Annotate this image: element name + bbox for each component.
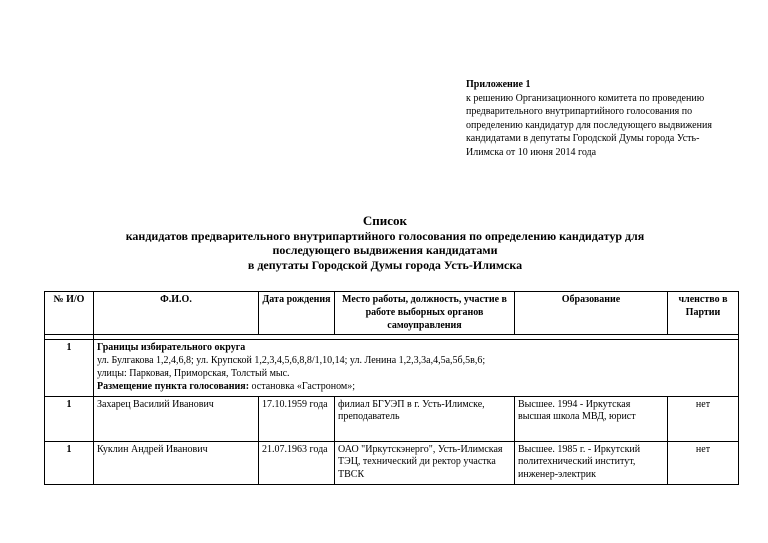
row-work: филиал БГУЭП в г. Усть-Илимске, преподаватель (335, 396, 515, 441)
row-num: 1 (45, 441, 94, 484)
row-fio: Захарец Василий Иванович (94, 396, 259, 441)
appendix-text: к решению Организационного комитета по проведению предварительного внутрипартийного голосования по определению кандидатур для последующего выдвижения кандидатами в депутаты Городской Думы города Усть-Илимска от 10 июня 2014 года (466, 92, 712, 158)
district-streets-2: улицы: Парковая, Приморская, Толстый мыс. (97, 367, 290, 379)
title-line-1: Список (362, 213, 408, 228)
title-line-2: кандидатов предварительного внутрипартийного голосования по определению кандидатур для (125, 228, 645, 243)
appendix-block (466, 78, 716, 159)
header-fio: Ф.И.О. (94, 292, 259, 335)
district-title: Границы избирательного округа (97, 342, 246, 354)
row-dob: 17.10.1959 года (259, 396, 335, 441)
table-header-row (45, 292, 739, 335)
title-line-4: в депутаты Городской Думы города Усть-Илимска (247, 257, 523, 272)
polling-station (97, 381, 735, 394)
table-row (45, 396, 739, 441)
document-title (60, 214, 710, 272)
polling-value: остановка «Гастроном»; (249, 380, 356, 392)
row-education: Высшее. 1985 г. - Иркутский политехнический институт, инженер-электрик (515, 441, 668, 484)
polling-label: Размещение пункта голосования: (97, 380, 250, 392)
header-party: членство в Партии (668, 292, 739, 335)
row-fio: Куклин Андрей Иванович (94, 441, 259, 484)
row-work: ОАО "Иркутскэнерго", Усть-Илимская ТЭЦ, технический ди ректор участка ТВСК (335, 441, 515, 484)
header-education: Образование (515, 292, 668, 335)
row-dob: 21.07.1963 года (259, 441, 335, 484)
header-dob: Дата рождения (259, 292, 335, 335)
candidates-table (44, 291, 739, 485)
district-streets-1: ул. Булгакова 1,2,4,6,8; ул. Крупской 1,2,3,4,5,6,8,8/1,10,14; ул. Ленина 1,2,3,3а,4,5а,5б,5в,6; (97, 355, 486, 367)
district-row (45, 340, 739, 396)
table-row (45, 441, 739, 484)
row-party: нет (668, 441, 739, 484)
row-education: Высшее. 1994 - Иркутская высшая школа МВД, юрист (515, 396, 668, 441)
header-work: Место работы, должность, участие в работе выборных органов самоуправления (335, 292, 515, 335)
row-num: 1 (45, 396, 94, 441)
district-cell (94, 340, 739, 396)
district-num: 1 (45, 340, 94, 396)
header-num: № И/О (45, 292, 94, 335)
row-party: нет (668, 396, 739, 441)
title-line-3: последующего выдвижения кандидатами (272, 243, 498, 257)
appendix-heading: Приложение 1 (466, 79, 531, 90)
